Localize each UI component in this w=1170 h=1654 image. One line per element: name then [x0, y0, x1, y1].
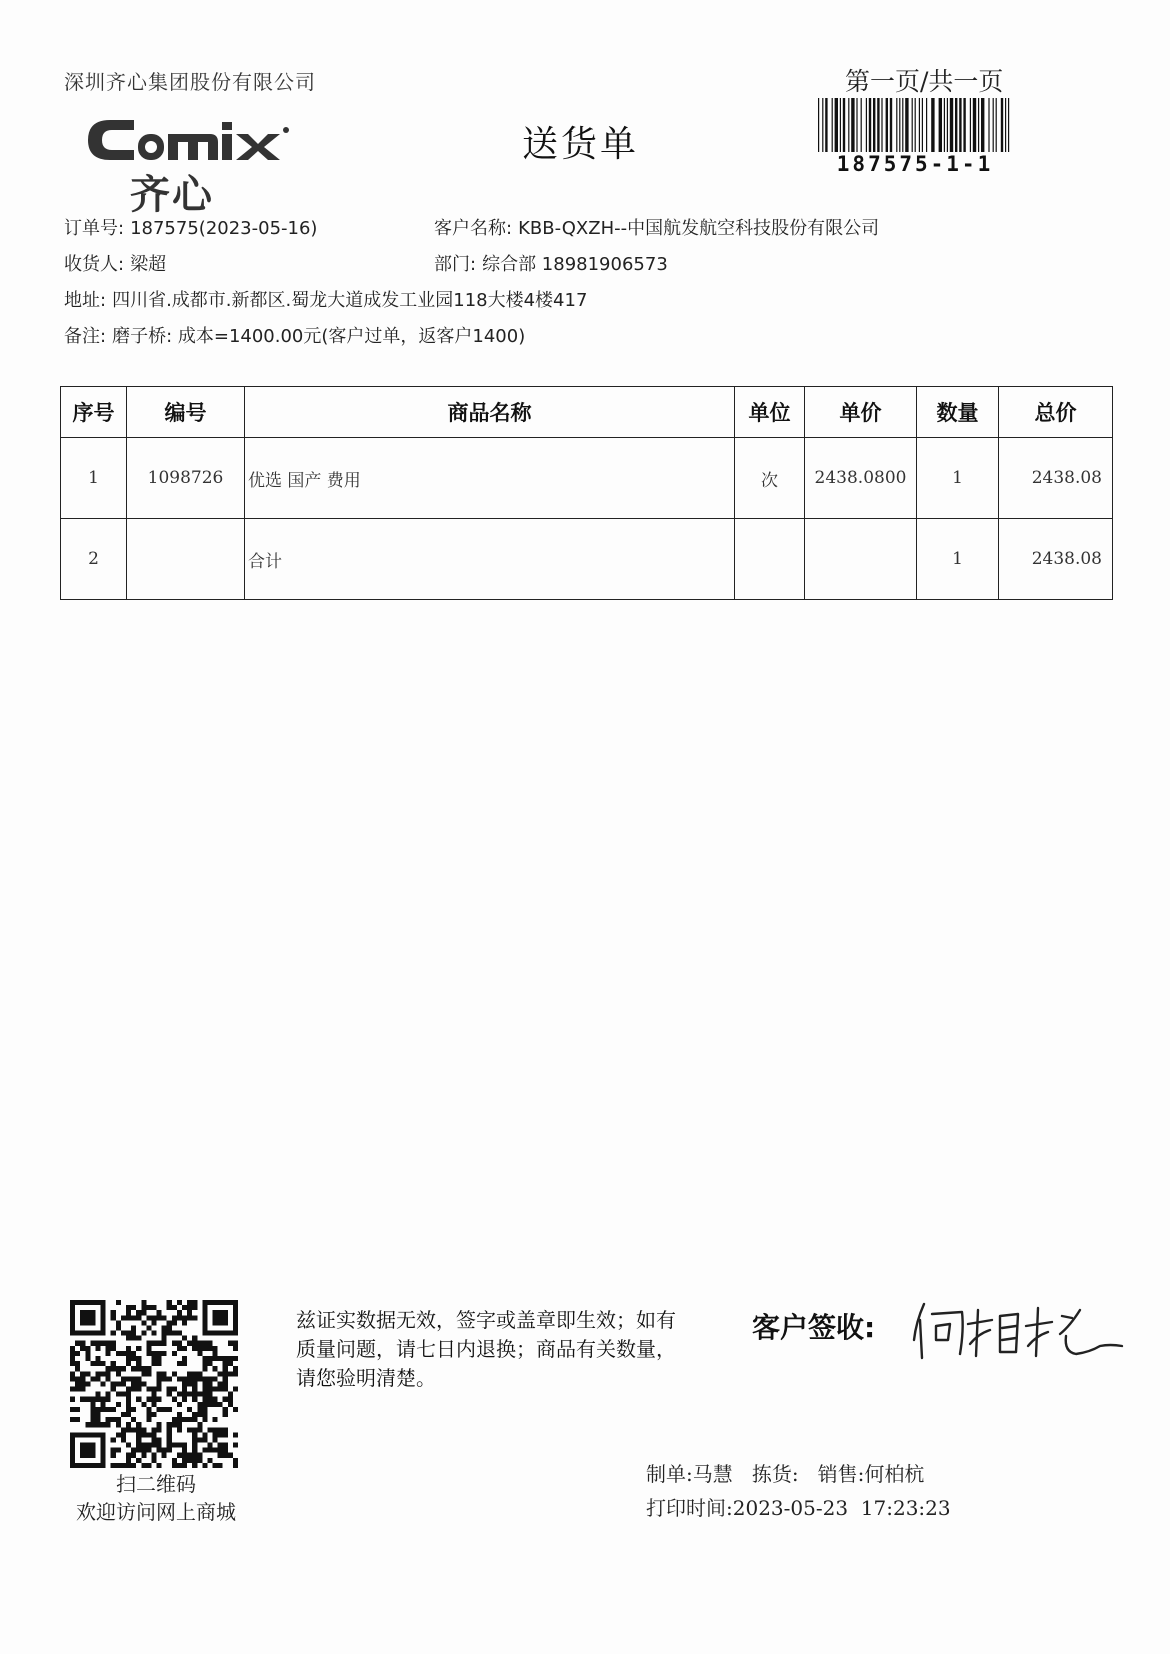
- barcode-bar: [939, 98, 942, 152]
- notice-text: 兹证实数据无效，签字或盖章即生效；如有质量问题，请七日内退换；商品有关数量，请您验明清楚。: [296, 1308, 676, 1390]
- cell-total: 2438.08: [999, 438, 1113, 519]
- cell-code: 1098726: [127, 438, 245, 519]
- company-name: 深圳齐心集团股份有限公司: [64, 70, 316, 94]
- customer-row: [434, 214, 879, 240]
- print-time-row: [646, 1492, 951, 1521]
- barcode-bar: [955, 98, 957, 152]
- made-by: 制单:马慧: [646, 1462, 733, 1486]
- order-number-label: 订单号:: [64, 218, 125, 239]
- footer-staff-row: [646, 1458, 924, 1487]
- order-number-row: [64, 214, 317, 240]
- items-table: [60, 386, 1113, 600]
- barcode-bar: [851, 98, 854, 152]
- remarks-row: [64, 322, 525, 348]
- qr-caption-line1: 扫二维码: [116, 1472, 196, 1496]
- department-value: 综合部 18981906573: [482, 254, 668, 275]
- barcode-bar: [915, 98, 916, 152]
- barcode-bar: [912, 98, 913, 152]
- barcode-bar: [926, 98, 927, 152]
- barcode-bar: [919, 98, 920, 152]
- barcode-bar: [905, 98, 908, 152]
- barcode-bar: [822, 98, 823, 152]
- cell-total: 2438.08: [999, 519, 1113, 600]
- barcode-bar: [825, 98, 827, 152]
- barcode-bar: [866, 98, 867, 152]
- barcode: [818, 98, 1012, 152]
- barcode-bar: [899, 98, 900, 152]
- barcode-bar: [873, 98, 875, 152]
- customer-sign-label: 客户签收:: [752, 1311, 876, 1344]
- cell-unit: 次: [735, 438, 805, 519]
- comix-logo: [86, 116, 306, 216]
- print-time-value: 2023-05-23 17:23:23: [732, 1496, 951, 1520]
- barcode-bar: [886, 98, 888, 152]
- barcode-bar: [902, 98, 903, 152]
- header-seq: 序号: [61, 387, 127, 438]
- sales: 销售:何柏杭: [817, 1462, 925, 1486]
- barcode-bar: [978, 98, 979, 152]
- barcode-bar: [996, 98, 997, 152]
- barcode-bar: [981, 98, 984, 152]
- barcode-bar: [970, 98, 971, 152]
- barcode-bar: [950, 98, 953, 152]
- department-label: 部门:: [434, 254, 477, 275]
- barcode-bar: [861, 98, 862, 152]
- address-label: 地址:: [64, 290, 107, 311]
- header-product-name: 商品名称: [245, 387, 735, 438]
- barcode-bar: [896, 98, 897, 152]
- cell-product-name: 合计: [245, 519, 735, 600]
- barcode-bar: [931, 98, 934, 152]
- remarks-label: 备注:: [64, 326, 107, 347]
- barcode-bar: [1005, 98, 1006, 152]
- table-row-summary: [61, 519, 1113, 600]
- receiver-value: 梁超: [130, 254, 167, 275]
- barcode-bar: [947, 98, 948, 152]
- barcode-bar: [944, 98, 945, 152]
- receiver-row: [64, 250, 166, 276]
- header-quantity: 数量: [917, 387, 999, 438]
- cell-seq: 2: [61, 519, 127, 600]
- address-value: 四川省.成都市.新都区.蜀龙大道成发工业园118大楼4楼417: [112, 290, 588, 311]
- remarks-value: 磨子桥: 成本=1400.00元(客户过单，返客户1400): [112, 326, 526, 347]
- address-row: [64, 286, 587, 312]
- header-total: 总价: [999, 387, 1113, 438]
- barcode-bar: [988, 98, 989, 152]
- page-info: 第一页/共一页: [845, 67, 1004, 96]
- barcode-bar: [835, 98, 838, 152]
- picker: 拣货:: [751, 1462, 799, 1486]
- header-code: 编号: [127, 387, 245, 438]
- header-unit: 单位: [735, 387, 805, 438]
- barcode-bar: [1001, 98, 1003, 152]
- department-row: [434, 250, 668, 276]
- table-header-row: [61, 387, 1113, 438]
- barcode-bar: [843, 98, 845, 152]
- barcode-bar: [963, 98, 965, 152]
- barcode-bar: [881, 98, 882, 152]
- logo-brand-cn: 齐心: [130, 172, 214, 216]
- document-title: 送货单: [522, 124, 640, 165]
- barcode-number: 187575-1-1: [836, 152, 994, 176]
- customer-value: KBB-QXZH--中国航发航空科技股份有限公司: [518, 218, 880, 239]
- cell-seq: 1: [61, 438, 127, 519]
- barcode-bar: [818, 98, 819, 152]
- barcode-bar: [869, 98, 871, 152]
- qr-code: [70, 1300, 238, 1468]
- cell-product-name: 优选 国产 费用: [245, 438, 735, 519]
- table-row: [61, 438, 1113, 519]
- cell-unit-price: 2438.0800: [805, 438, 917, 519]
- barcode-bar: [856, 98, 857, 152]
- cell-quantity: 1: [917, 438, 999, 519]
- qr-caption: [58, 1470, 254, 1526]
- barcode-bar: [959, 98, 961, 152]
- barcode-bar: [832, 98, 833, 152]
- cell-code: [127, 519, 245, 600]
- barcode-bar: [922, 98, 923, 152]
- qr-caption-line2: 欢迎访问网上商城: [76, 1500, 236, 1524]
- cell-quantity: 1: [917, 519, 999, 600]
- customer-label: 客户名称:: [434, 218, 513, 239]
- cell-unit-price: [805, 519, 917, 600]
- barcode-bar: [848, 98, 849, 152]
- handwritten-signature: [910, 1296, 1125, 1366]
- receiver-label: 收货人:: [64, 254, 125, 275]
- cell-unit: [735, 519, 805, 600]
- print-time-label: 打印时间:: [646, 1496, 733, 1520]
- header-unit-price: 单价: [805, 387, 917, 438]
- order-number-value: 187575(2023-05-16): [130, 218, 318, 239]
- barcode-bar: [840, 98, 841, 152]
- barcode-bar: [890, 98, 892, 152]
- barcode-bar: [877, 98, 879, 152]
- barcode-bar: [973, 98, 976, 152]
- barcode-bar: [993, 98, 994, 152]
- barcode-bar: [1008, 98, 1009, 152]
